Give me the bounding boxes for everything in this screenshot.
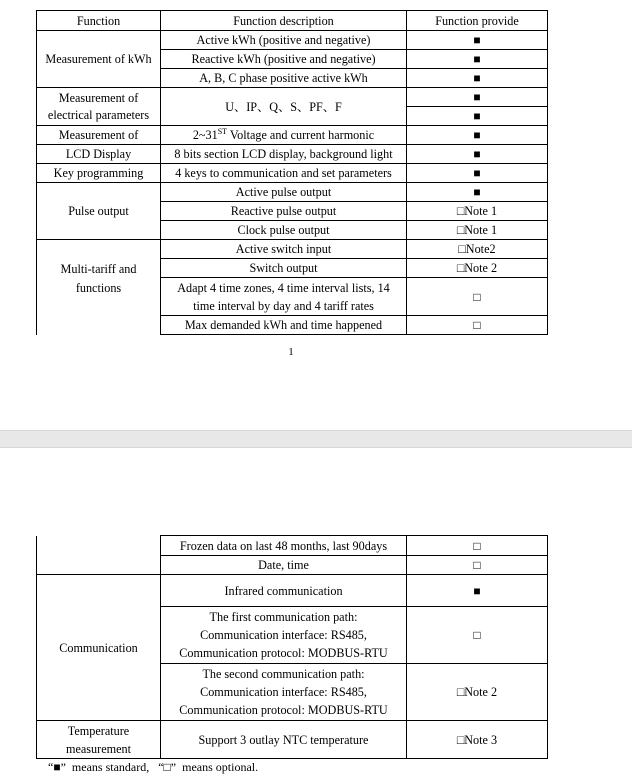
standard-mark: ■ bbox=[407, 69, 548, 88]
table-row bbox=[37, 721, 548, 759]
optional-mark: □ bbox=[407, 556, 548, 575]
first-comm-line1: The first communication path: bbox=[209, 610, 358, 624]
electrical-label-line2: electrical parameters bbox=[47, 107, 150, 122]
table-header-row bbox=[37, 11, 548, 31]
legend-standard-text: means standard, bbox=[65, 760, 159, 774]
pulse-label: Pulse output bbox=[37, 183, 161, 240]
table-row bbox=[37, 536, 548, 556]
page-number: 1 bbox=[288, 346, 294, 358]
header-description: Function description bbox=[161, 11, 407, 31]
temperature-label-line2: measurement bbox=[66, 741, 131, 756]
header-function: Function bbox=[37, 11, 161, 31]
lcd-desc: 8 bits section LCD display, background light bbox=[161, 145, 407, 164]
multi-tariff-label bbox=[37, 240, 161, 335]
table-row bbox=[37, 145, 548, 164]
table-row bbox=[37, 126, 548, 145]
multi-tariff-label-line1: Multi-tariff and bbox=[60, 262, 137, 277]
legend-optional-mark: □ bbox=[163, 760, 171, 774]
note3-mark: □Note 3 bbox=[407, 721, 548, 759]
max-demand: Max demanded kWh and time happened bbox=[161, 316, 407, 335]
standard-mark: ■ bbox=[407, 126, 548, 145]
frozen-data: Frozen data on last 48 months, last 90days bbox=[161, 536, 407, 556]
note2-mark: □Note2 bbox=[407, 240, 548, 259]
legend-standard-mark: ■ bbox=[53, 760, 61, 774]
standard-mark: ■ bbox=[407, 164, 548, 183]
note2-mark: □Note 2 bbox=[407, 259, 548, 278]
note1-mark: □Note 1 bbox=[407, 221, 548, 240]
standard-mark: ■ bbox=[407, 50, 548, 69]
multi-tariff-continued bbox=[37, 536, 161, 575]
key-label: Key programming bbox=[37, 164, 161, 183]
multi-tariff-label-line2: functions bbox=[75, 281, 122, 296]
optional-mark: □ bbox=[407, 278, 548, 316]
legend-quote-open: “ bbox=[48, 760, 54, 774]
note1-mark: □Note 1 bbox=[407, 202, 548, 221]
second-comm-line3: Communication protocol: MODBUS-RTU bbox=[179, 703, 388, 717]
legend-quote-close: ” bbox=[170, 760, 177, 774]
page-separator bbox=[0, 430, 632, 448]
harmonic-desc bbox=[161, 126, 407, 145]
table-row bbox=[37, 164, 548, 183]
table-row bbox=[37, 575, 548, 607]
lcd-label: LCD Display bbox=[37, 145, 161, 164]
second-comm-line1: The second communication path: bbox=[202, 667, 365, 681]
time-zones-line1: Adapt 4 time zones, 4 time interval lists, 14 bbox=[177, 280, 390, 295]
standard-mark: ■ bbox=[407, 88, 548, 107]
note2-mark: □Note 2 bbox=[407, 664, 548, 721]
first-comm-line3: Communication protocol: MODBUS-RTU bbox=[179, 646, 388, 660]
electrical-desc: U、IP、Q、S、PF、F bbox=[161, 88, 407, 126]
temperature-desc: Support 3 outlay NTC temperature bbox=[161, 721, 407, 759]
second-comm-line2: Communication interface: RS485, bbox=[200, 685, 367, 699]
kwh-active: Active kWh (positive and negative) bbox=[161, 31, 407, 50]
pulse-clock: Clock pulse output bbox=[161, 221, 407, 240]
pulse-active: Active pulse output bbox=[161, 183, 407, 202]
kwh-label: Measurement of kWh bbox=[37, 31, 161, 88]
communication-label: Communication bbox=[37, 575, 161, 721]
harmonic-label: Measurement of bbox=[37, 126, 161, 145]
function-table-part-1 bbox=[36, 10, 548, 335]
kwh-phase: A, B, C phase positive active kWh bbox=[161, 69, 407, 88]
kwh-reactive: Reactive kWh (positive and negative) bbox=[161, 50, 407, 69]
standard-mark: ■ bbox=[407, 31, 548, 50]
date-time: Date, time bbox=[161, 556, 407, 575]
switch-output: Switch output bbox=[161, 259, 407, 278]
table-row bbox=[37, 88, 548, 107]
standard-mark: ■ bbox=[407, 183, 548, 202]
table-row bbox=[37, 31, 548, 50]
legend-optional-text: means optional. bbox=[176, 760, 259, 774]
optional-mark: □ bbox=[407, 316, 548, 335]
temperature-label-line1: Temperature bbox=[67, 723, 130, 738]
time-zones-line2: time interval by day and 4 tariff rates bbox=[193, 298, 374, 313]
electrical-label bbox=[37, 88, 161, 126]
harmonic-range: 2~31 bbox=[192, 128, 218, 142]
table-row bbox=[37, 183, 548, 202]
key-desc: 4 keys to communication and set parameters bbox=[161, 164, 407, 183]
header-provide: Function provide bbox=[407, 11, 548, 31]
switch-input: Active switch input bbox=[161, 240, 407, 259]
optional-mark: □ bbox=[407, 536, 548, 556]
pulse-reactive: Reactive pulse output bbox=[161, 202, 407, 221]
electrical-label-line1: Measurement of bbox=[58, 90, 139, 105]
standard-mark: ■ bbox=[407, 145, 548, 164]
harmonic-text: Voltage and current harmonic bbox=[227, 128, 375, 142]
standard-mark: ■ bbox=[407, 107, 548, 126]
optional-mark: □ bbox=[407, 607, 548, 664]
first-comm-path bbox=[161, 607, 407, 664]
second-comm-path bbox=[161, 664, 407, 721]
infrared-comm: Infrared communication bbox=[161, 575, 407, 607]
first-comm-line2: Communication interface: RS485, bbox=[200, 628, 367, 642]
time-zones-desc bbox=[161, 278, 407, 316]
harmonic-sup: ST bbox=[217, 126, 228, 136]
standard-mark: ■ bbox=[407, 575, 548, 607]
legend-quote-open: “ bbox=[158, 760, 164, 774]
legend-quote-close: ” bbox=[60, 760, 66, 774]
table-row bbox=[37, 240, 548, 259]
temperature-label bbox=[37, 721, 161, 759]
legend bbox=[48, 760, 258, 775]
function-table-part-2 bbox=[36, 535, 548, 759]
